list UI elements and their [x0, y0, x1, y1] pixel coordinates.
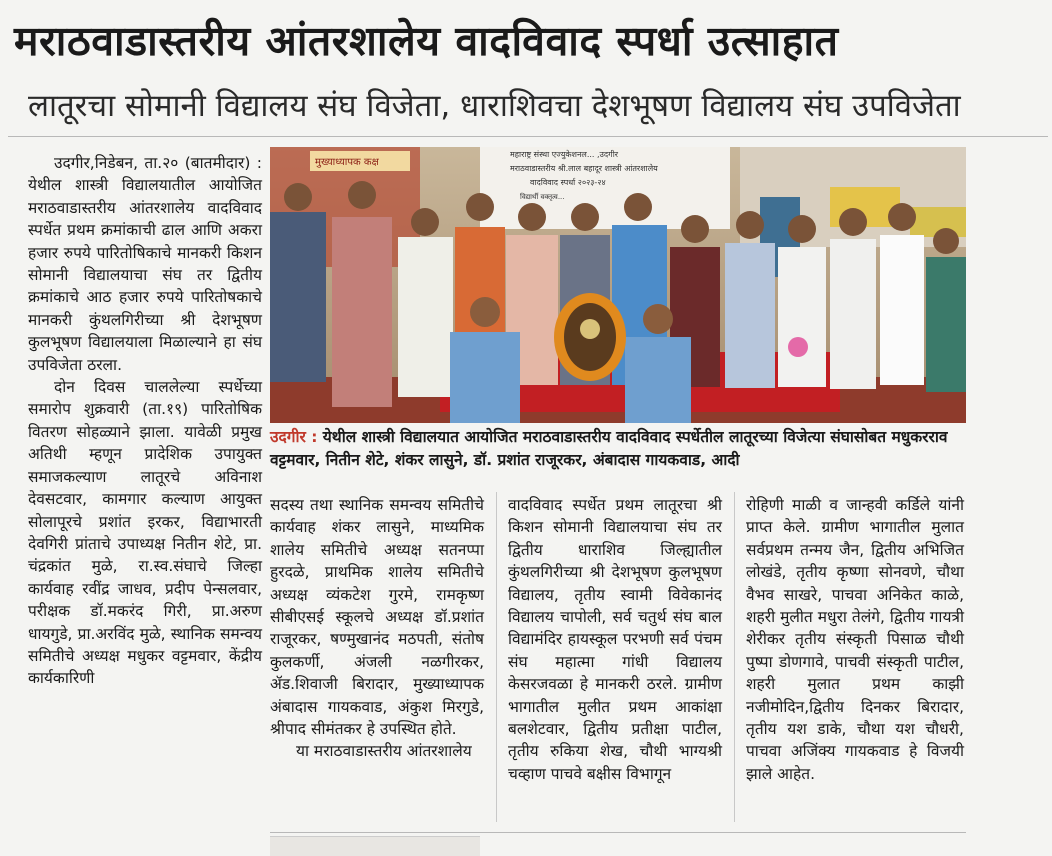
- banner-line-2: मराठवाडास्तरीय श्री.लाल बहादूर शास्त्री आंतरशालेय: [510, 164, 658, 173]
- col3-paragraph-1: वादविवाद स्पर्धेत प्रथम लातूरचा श्री किशन सोमानी विद्यालयाचा संघ तर द्वितीय धाराशिव जिल्ह्यातील कुंथलगिरीच्या श्री देशभूषण कुलभूषण विद्यालय, तृतीय स्वामी विवेकानंद विद्यालय चापोली, सर्व चतुर्थ संघ बाल विद्यामंदिर हायस्कूल परभणी सर्व पंचम संघ महात्मा गांधी विद्यालय केसरजवळा हे मानकरी ठरले. ग्रामीण भागातील मुलीत प्रथम आकांक्षा बलशेटवार, द्वितीय प्रतीक्षा पाटील, तृतीय रुकिया शेख, चौथी भाग्यश्री चव्हाण पाचवे बक्षीस विभागून: [508, 496, 722, 783]
- col2-paragraph-1: सदस्य तथा स्थानिक समन्वय समितीचे कार्यवाह शंकर लासुने, माध्यमिक शालेय समितीचे अध्यक्ष सतनप्पा हुरदळे, प्राथमिक शालेय समितीचे अध्यक्ष व्यंकटेश गुरमे, रामकृष्ण सीबीएसई स्कूलचे अध्यक्ष डॉ.प्रशांत राजूरकर, षण्मुखानंद मठपती, संतोष कुलकर्णी, अंजली नळगीरकर, ॲड.शिवाजी बिरादार, मुख्याध्यापक अंबादास गायकवाड, अंकुश मिरगुडे, श्रीपाद सीमंतकर हे उपस्थित होते.: [270, 496, 484, 739]
- banner-line-3: वादविवाद स्पर्धा २०२३-२४: [530, 178, 606, 187]
- side-banner-text: मुख्याध्यापक कक्ष: [315, 157, 379, 168]
- col2-paragraph-2: या मराठवाडास्तरीय आंतरशालेय: [296, 742, 472, 761]
- caption-place: उदगीर :: [270, 428, 318, 446]
- article-column-2: [270, 494, 484, 763]
- column-divider-2: [734, 492, 735, 822]
- article-column-4: [746, 494, 964, 785]
- photo-illustration: [270, 147, 966, 423]
- col1-paragraph-1: उदगीर,निडेबन, ता.२० (बातमीदार) : येथील शास्त्री विद्यालयातील आयोजित मराठवाडास्तरीय आंतरशालेय वादविवाद स्पर्धेत प्रथम क्रमांकाची ढाल आणि अकरा हजार रुपये पारितोषिकाचे मानकरी किशन सोमानी विद्यालयाचा संघ तर द्वितीय क्रमांकाचे आठ हजार रुपये पारितोषकाचे मानकरी कुंथलगिरीच्या श्री देशभूषण कुलभूषण विद्यालयाला मिळाल्याने हा संघ उपविजेता ठरला.: [28, 154, 262, 374]
- bottom-rule: [270, 832, 966, 833]
- article-column-3: [508, 494, 722, 785]
- trophy-shield: [554, 293, 626, 381]
- bottom-photo-strip: [270, 836, 480, 856]
- caption-text: येथील शास्त्री विद्यालयात आयोजित मराठवाडास्तरीय वादविवाद स्पर्धेतील लातूरच्या विजेत्या संघासोबत मधुकरराव वट्टमवार, नितीन शेटे, शंकर लासुने, डॉ. प्रशांत राजूरकर, अंबादास गायकवाड, आदी: [270, 428, 948, 469]
- headline-rule: [8, 136, 1048, 137]
- event-photo: [270, 147, 966, 423]
- photo-caption: [270, 426, 966, 472]
- flower-vase: [788, 337, 808, 357]
- banner-line-4: विद्यार्थी वक्तृत्व...: [520, 193, 565, 201]
- col1-paragraph-2: दोन दिवस चाललेल्या स्पर्धेच्या समारोप शुक्रवारी (ता.१९) पारितोषिक वितरण सोहळ्याने झाला. यावेळी प्रमुख अतिथी म्हणून प्रादेशिक उपायुक्त समाजकल्याण लातूरचे अविनाश देवसटवार, कामगार कल्याण आयुक्त सोलापूरचे प्रशांत इरकर, विद्याभारती देवगिरी प्रांताचे उपाध्यक्ष नितीन शेटे, प्रा. चंद्रकांत मुळे, रा.स्व.संघाचे जिल्हा कार्यवाह रवींद्र जाधव, प्रदीप पेन्सलवार, परीक्षक डॉ.मकरंद गिरी, प्रा.अरुण धायगुडे, प्रा.अरविंद मुळे, स्थानिक समन्वय समितीचे अध्यक्ष मधुकर वट्टमवार, केंद्रीय कार्यकारिणी: [28, 378, 262, 688]
- article-column-1: [28, 152, 262, 690]
- banner-line-1: महाराष्ट्र संस्था एज्युकेशनल... ,उदगीर: [510, 150, 619, 159]
- subheadline: लातूरचा सोमानी विद्यालय संघ विजेता, धाराशिवचा देशभूषण विद्यालय संघ उपविजेता: [28, 88, 961, 124]
- headline: मराठवाडास्तरीय आंतरशालेय वादविवाद स्पर्धा उत्साहात: [14, 17, 839, 65]
- col4-paragraph-1: रोहिणी माळी व जान्हवी कर्डिले यांनी प्राप्त केले. ग्रामीण भागातील मुलात सर्वप्रथम तन्मय जैन, द्वितीय अभिजित लोखंडे, तृतीय कृष्णा सोनवणे, चौथा वैभव साखरे, पाचवा अनिकेत काळे, शहरी मुलीत मधुरा तेलंगे, द्वितीय गायत्री शेरीकर तृतीय संस्कृती पिसाळ चौथी पुष्पा डोणगावे, पाचवी संस्कृती पाटील, शहरी मुलात प्रथम काझी नजीमोदिन,द्वितीय दिनकर बिरादार, तृतीय यश डाके, चौथा यश चौधरी, पाचवा अजिंक्य गायकवाड हे विजयी झाले आहेत.: [746, 496, 964, 783]
- column-divider-1: [496, 492, 497, 822]
